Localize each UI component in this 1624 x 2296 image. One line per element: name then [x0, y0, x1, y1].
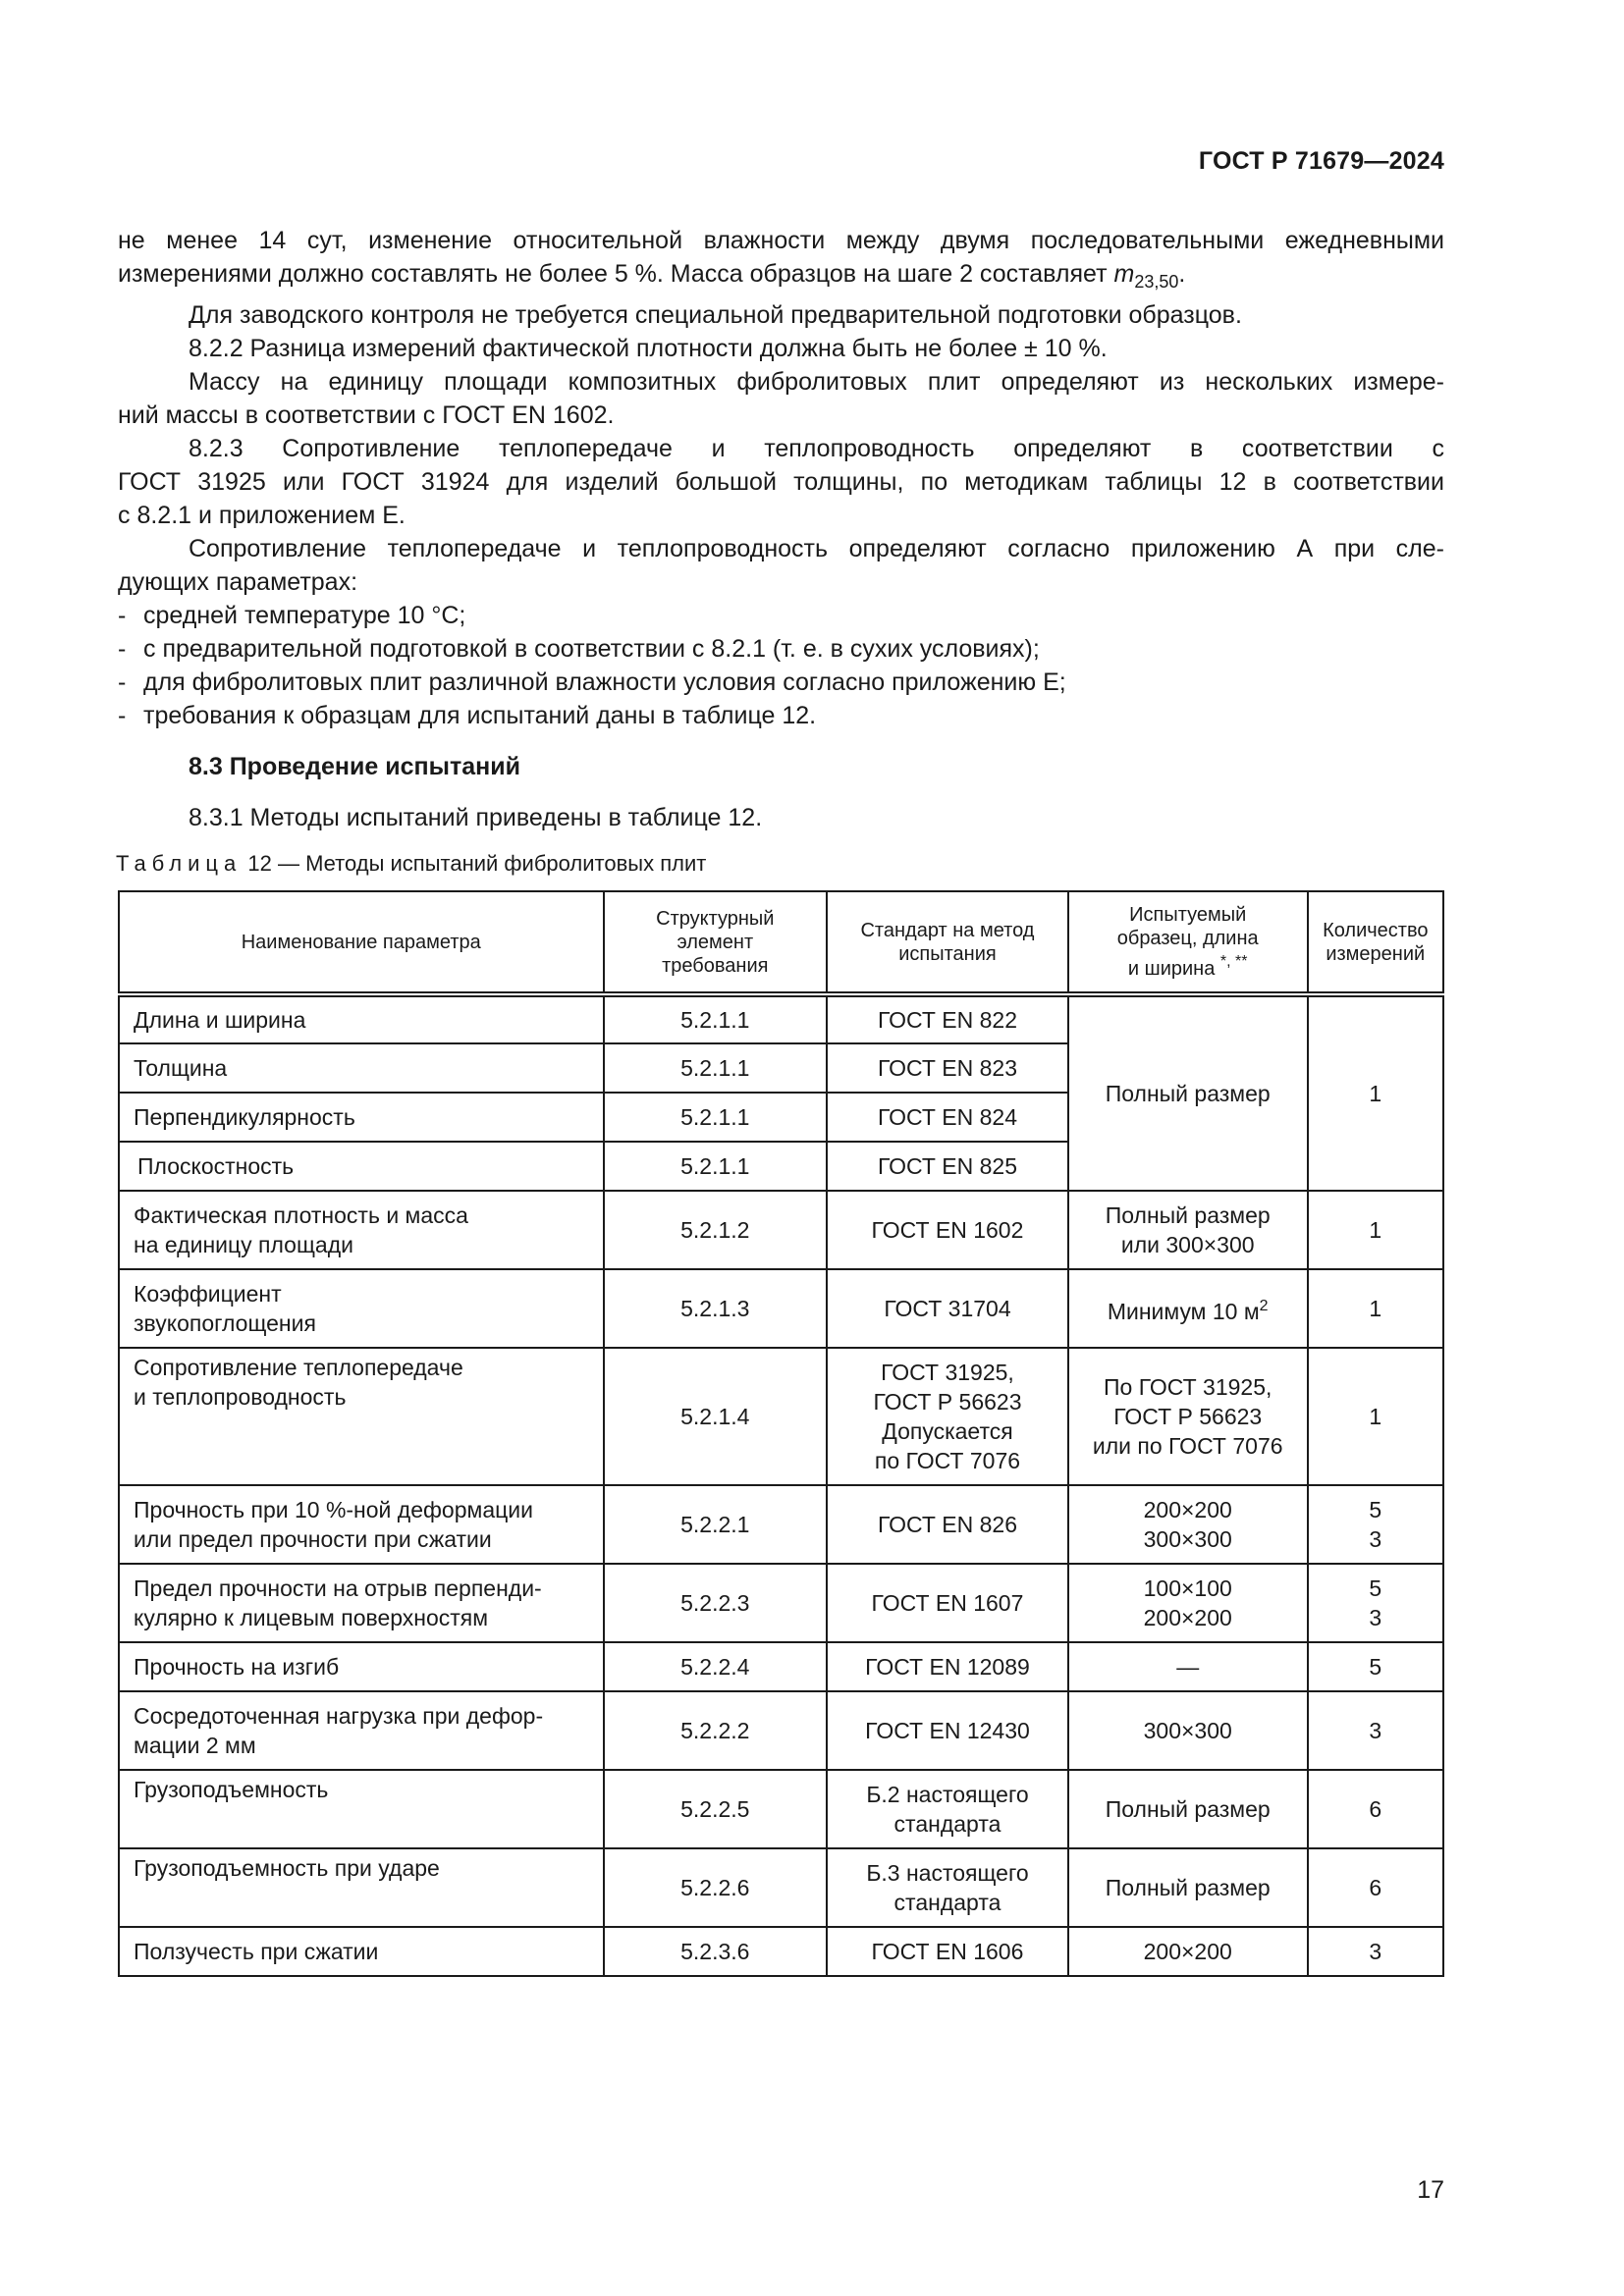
cell-name: Сосредоточенная нагрузка при дефор- мации 2 мм [119, 1691, 604, 1770]
table-row [119, 1485, 1443, 1564]
table-row [119, 1927, 1443, 1976]
cell-element: 5.2.2.4 [604, 1642, 828, 1691]
cell-sample: Полный размер [1068, 1848, 1308, 1927]
list-item: - требования к образцам для испытаний даны в таблице 12. [118, 702, 817, 729]
cell-name: Плоскостность [119, 1142, 604, 1191]
cell-sample: Полный размер или 300×300 [1068, 1191, 1308, 1269]
cell-element: 5.2.2.6 [604, 1848, 828, 1927]
cell-standard: ГОСТ EN 822 [827, 994, 1068, 1043]
cell-sample: Полный размер [1068, 994, 1308, 1191]
list-item: - средней температуре 10 °С; [118, 602, 466, 629]
section-heading: 8.3 Проведение испытаний [189, 753, 520, 780]
cell-name: Грузоподъемность [119, 1770, 604, 1848]
cell-element: 5.2.1.1 [604, 1043, 828, 1093]
list-item: - с предварительной подготовкой в соответствии с 8.2.1 (т. е. в сухих условиях); [118, 635, 1040, 663]
cell-count: 1 [1308, 1269, 1443, 1348]
header-sample: Испытуемый образец, длина и ширина *, ** [1068, 891, 1308, 994]
table-row [119, 1269, 1443, 1348]
paragraph-line: дующих параметрах: [118, 568, 358, 596]
cell-element: 5.2.1.1 [604, 1093, 828, 1142]
cell-name: Прочность при 10 %-ной деформации или предел прочности при сжатии [119, 1485, 604, 1564]
table-row [119, 1191, 1443, 1269]
paragraph: 8.3.1 Методы испытаний приведены в таблице 12. [189, 804, 763, 831]
cell-element: 5.2.2.1 [604, 1485, 828, 1564]
paragraph-line: 8.2.3 Сопротивление теплопередаче и теплопроводность определяют в соответствии с [189, 435, 1444, 462]
table-caption: Таблица 12 — Методы испытаний фибролитовых плит [116, 851, 707, 876]
cell-count: 5 [1308, 1642, 1443, 1691]
cell-element: 5.2.1.3 [604, 1269, 828, 1348]
cell-name: Толщина [119, 1043, 604, 1093]
cell-name: Грузоподъемность при ударе [119, 1848, 604, 1927]
page-number: 17 [1417, 2176, 1444, 2204]
cell-standard: ГОСТ 31925, ГОСТ Р 56623 Допускается по ГОСТ 7076 [827, 1348, 1068, 1485]
cell-count: 1 [1308, 1348, 1443, 1485]
paragraph-line: не менее 14 сут, изменение относительной влажности между двумя последовательными ежедневными [118, 227, 1444, 254]
header-parameter: Наименование параметра [119, 891, 604, 994]
header-element: Структурный элемент требования [604, 891, 828, 994]
cell-standard: ГОСТ EN 1602 [827, 1191, 1068, 1269]
table-row [119, 1348, 1443, 1485]
cell-standard: ГОСТ EN 825 [827, 1142, 1068, 1191]
table-row [119, 1691, 1443, 1770]
cell-standard: ГОСТ EN 1607 [827, 1564, 1068, 1642]
cell-standard: ГОСТ EN 823 [827, 1043, 1068, 1093]
header-standard: Стандарт на метод испытания [827, 891, 1068, 994]
cell-sample: 100×100 200×200 [1068, 1564, 1308, 1642]
cell-count: 5 3 [1308, 1485, 1443, 1564]
paragraph-line: с 8.2.1 и приложением Е. [118, 502, 406, 529]
cell-element: 5.2.2.2 [604, 1691, 828, 1770]
cell-name: Длина и ширина [119, 994, 604, 1043]
table-row [119, 1564, 1443, 1642]
cell-standard: ГОСТ EN 826 [827, 1485, 1068, 1564]
cell-name: Предел прочности на отрыв перпенди- кулярно к лицевым поверхностям [119, 1564, 604, 1642]
paragraph: Для заводского контроля не требуется специальной предварительной подготовки образцов. [189, 301, 1242, 329]
paragraph-line: Массу на единицу площади композитных фибролитовых плит определяют из нескольких измере- [189, 368, 1444, 396]
cell-element: 5.2.1.2 [604, 1191, 828, 1269]
cell-sample: По ГОСТ 31925, ГОСТ Р 56623 или по ГОСТ 7076 [1068, 1348, 1308, 1485]
table-row [119, 994, 1443, 1043]
table-row [119, 1642, 1443, 1691]
cell-sample: 200×200 [1068, 1927, 1308, 1976]
cell-name: Перпендикулярность [119, 1093, 604, 1142]
cell-count: 1 [1308, 994, 1443, 1191]
table-header-row [119, 891, 1443, 994]
cell-element: 5.2.3.6 [604, 1927, 828, 1976]
cell-standard: Б.3 настоящего стандарта [827, 1848, 1068, 1927]
table-row [119, 1770, 1443, 1848]
cell-name: Прочность на изгиб [119, 1642, 604, 1691]
paragraph: 8.2.2 Разница измерений фактической плотности должна быть не более ± 10 %. [189, 335, 1108, 362]
cell-element: 5.2.1.4 [604, 1348, 828, 1485]
cell-element: 5.2.1.1 [604, 994, 828, 1043]
cell-sample: 300×300 [1068, 1691, 1308, 1770]
cell-standard: ГОСТ EN 12430 [827, 1691, 1068, 1770]
cell-count: 3 [1308, 1691, 1443, 1770]
cell-name: Фактическая плотность и масса на единицу площади [119, 1191, 604, 1269]
cell-count: 6 [1308, 1848, 1443, 1927]
cell-count: 5 3 [1308, 1564, 1443, 1642]
header-count: Количество измерений [1308, 891, 1443, 994]
cell-count: 6 [1308, 1770, 1443, 1848]
cell-standard: ГОСТ EN 1606 [827, 1927, 1068, 1976]
cell-name: Сопротивление теплопередаче и теплопроводность [119, 1348, 604, 1485]
paragraph-line: измерениями должно составлять не более 5 %. Масса образцов на шаге 2 составляет $m_{23,50}$. [118, 260, 1186, 292]
cell-standard: ГОСТ 31704 [827, 1269, 1068, 1348]
test-methods-table [118, 890, 1444, 1977]
table-row [119, 1848, 1443, 1927]
body-text [118, 224, 1444, 834]
cell-sample: — [1068, 1642, 1308, 1691]
cell-standard: ГОСТ EN 824 [827, 1093, 1068, 1142]
paragraph-line: ний массы в соответствии с ГОСТ EN 1602. [118, 401, 615, 429]
list-item: - для фибролитовых плит различной влажности условия согласно приложению Е; [118, 668, 1066, 696]
cell-name: Коэффициент звукопоглощения [119, 1269, 604, 1348]
cell-count: 3 [1308, 1927, 1443, 1976]
cell-sample: 200×200 300×300 [1068, 1485, 1308, 1564]
cell-standard: ГОСТ EN 12089 [827, 1642, 1068, 1691]
paragraph-line: Сопротивление теплопередаче и теплопроводность определяют согласно приложению А при сле- [189, 535, 1444, 562]
document-id-header: ГОСТ Р 71679—2024 [1198, 147, 1444, 175]
cell-sample: Минимум 10 $м^2$ [1068, 1269, 1308, 1348]
paragraph-line: ГОСТ 31925 или ГОСТ 31924 для изделий большой толщины, по методикам таблицы 12 в соответствии [118, 468, 1444, 496]
cell-sample: Полный размер [1068, 1770, 1308, 1848]
cell-count: 1 [1308, 1191, 1443, 1269]
cell-element: 5.2.2.3 [604, 1564, 828, 1642]
cell-element: 5.2.1.1 [604, 1142, 828, 1191]
cell-name: Ползучесть при сжатии [119, 1927, 604, 1976]
cell-element: 5.2.2.5 [604, 1770, 828, 1848]
cell-standard: Б.2 настоящего стандарта [827, 1770, 1068, 1848]
